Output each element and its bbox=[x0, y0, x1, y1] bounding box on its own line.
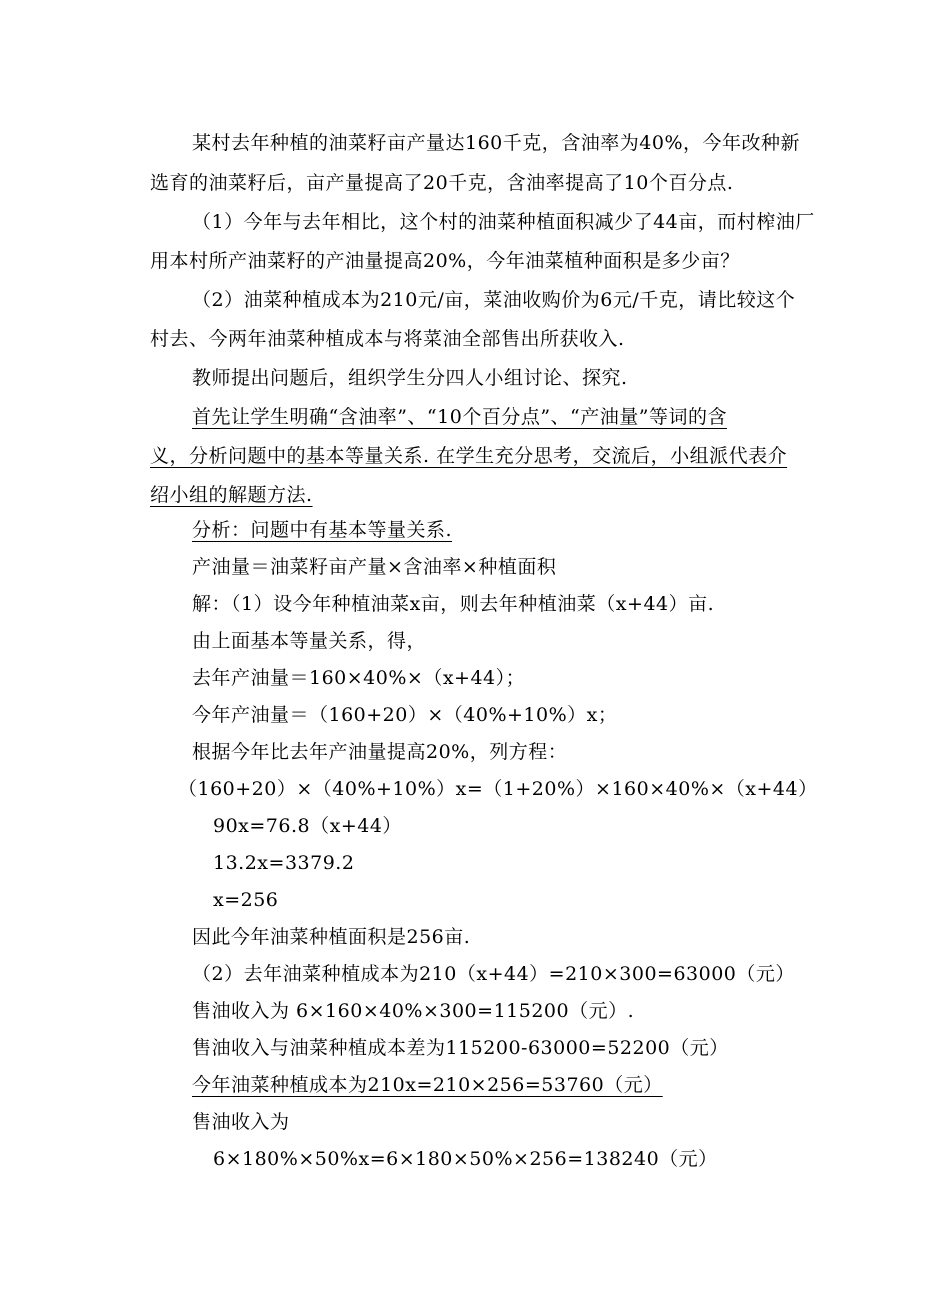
equation-step-2: 13.2x=3379.2 bbox=[213, 852, 355, 874]
question-1-line-1: （1）今年与去年相比，这个村的油菜种植面积减少了44亩，而村榨油厂 bbox=[192, 211, 815, 233]
guidance-line-2: 义，分析问题中的基本等量关系. 在学生充分思考，交流后，小组派代表介 bbox=[150, 445, 788, 467]
this-year-output: 今年产油量＝（160+20）×（40%+10%）x； bbox=[192, 704, 618, 726]
problem-intro-line-2: 选育的油菜籽后，亩产量提高了20千克，含油率提高了10个百分点. bbox=[150, 172, 734, 194]
this-year-revenue-calc: 6×180%×50%x=6×180×50%×256=138240（元） bbox=[213, 1148, 718, 1170]
solution-step-1: 解：（1）设今年种植油菜x亩，则去年种植油菜（x+44）亩. bbox=[192, 593, 715, 615]
this-year-cost bbox=[150, 1072, 663, 1098]
question-2-line-1: （2）油菜种植成本为210元/亩，菜油收购价为6元/千克，请比较这个 bbox=[192, 289, 796, 311]
solution-step-2: 由上面基本等量关系，得， bbox=[192, 630, 427, 652]
last-year-cost: （2）去年油菜种植成本为210（x+44）=210×300=63000（元） bbox=[192, 963, 795, 985]
this-year-revenue-label: 售油收入为 bbox=[192, 1111, 290, 1133]
last-year-difference: 售油收入与油菜种植成本差为115200-63000=52200（元） bbox=[192, 1037, 729, 1059]
this-year-cost-text: 今年油菜种植成本为210x=210×256=53760（元） bbox=[192, 1074, 663, 1096]
last-year-revenue: 售油收入为 6×160×40%×300=115200（元）. bbox=[192, 1000, 635, 1022]
problem-intro-line-1: 某村去年种植的油菜籽亩产量达160千克，含油率为40%，今年改种新 bbox=[192, 132, 800, 154]
teacher-note: 教师提出问题后，组织学生分四人小组讨论、探究. bbox=[192, 367, 628, 389]
equation-main: （160+20）×（40%+10%）x=（1+20%）×160×40%×（x+44） bbox=[178, 778, 818, 800]
equation-step-1: 90x=76.8（x+44） bbox=[213, 815, 402, 837]
question-1-line-2: 用本村所产油菜籽的产油量提高20%，今年油菜植种面积是多少亩？ bbox=[150, 250, 740, 272]
answer-1: 因此今年油菜种植面积是256亩. bbox=[192, 926, 471, 948]
analysis-heading-text: 分析：问题中有基本等量关系. bbox=[192, 519, 453, 541]
equation-result: x=256 bbox=[213, 889, 279, 911]
guidance-line-1-text: 首先让学生明确“含油率”、“10个百分点”、“产油量”等词的含 bbox=[192, 406, 727, 428]
last-year-output: 去年产油量＝160×40%×（x+44）； bbox=[192, 667, 526, 689]
analysis-heading bbox=[150, 517, 452, 543]
guidance-line-1 bbox=[150, 404, 727, 430]
equation-intro: 根据今年比去年产油量提高20%，列方程： bbox=[192, 741, 568, 763]
guidance-line-3: 绍小组的解题方法. bbox=[150, 484, 313, 506]
equation-relation: 产油量＝油菜籽亩产量×含油率×种植面积 bbox=[192, 556, 557, 578]
question-2-line-2: 村去、今两年油菜种植成本与将菜油全部售出所获收入. bbox=[150, 328, 625, 350]
